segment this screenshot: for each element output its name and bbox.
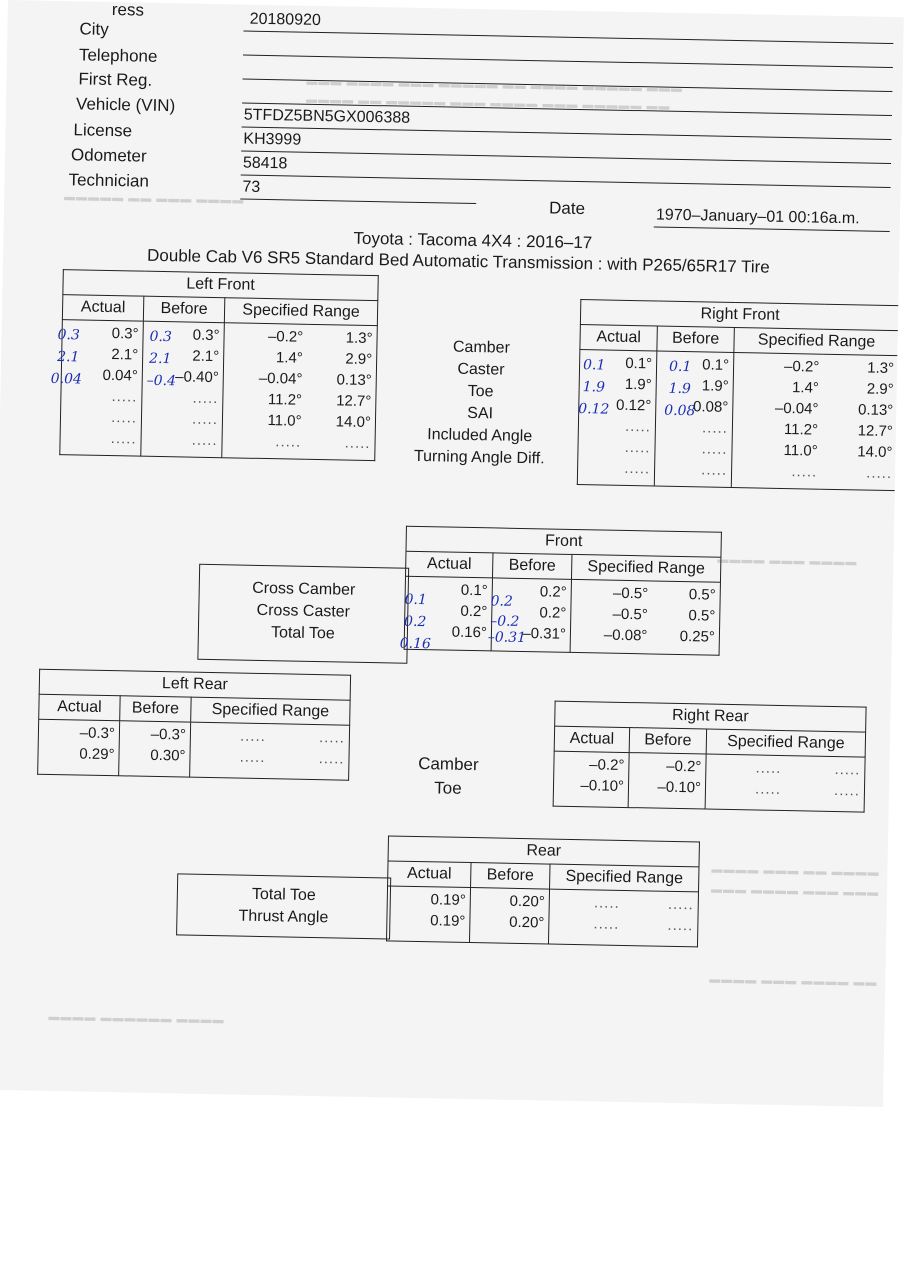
front-max-total-toe: 0.25°: [679, 628, 716, 646]
rear-table: [386, 835, 700, 947]
vin-value: 5TFDZ5BN5GX006388: [243, 106, 411, 127]
rr-min-camber: .....: [755, 759, 782, 777]
lf-max-sai: 12.7°: [335, 392, 372, 411]
rf-actual-camber: 0.1°: [625, 354, 653, 373]
license-value: KH3999: [243, 130, 302, 149]
rr-before-camber: –0.2°: [666, 757, 702, 776]
rear-min-thrust-angle: .....: [593, 915, 620, 933]
vehicle-description: Double Cab V6 SR5 Standard Bed Automatic Transmission : with P265/65R17 Tire: [146, 245, 770, 277]
right-rear-spec-max-cell: [785, 756, 866, 813]
rear-before-cell: [469, 888, 549, 945]
lr-max-toe: .....: [318, 750, 345, 768]
rf-actual-sai: .....: [624, 417, 652, 436]
right-front-spec-min-cell: [731, 352, 823, 489]
rf-max-camber: 1.3°: [867, 359, 895, 378]
label-camber: Camber: [452, 338, 511, 357]
odometer-value: 58418: [242, 154, 288, 173]
technician-label: Technician: [68, 170, 150, 191]
technician-rule: [240, 198, 476, 204]
right-front-before-header: Before: [657, 326, 734, 352]
front-labels-box: [197, 564, 409, 664]
date-value: 1970–January–01 00:16a.m.: [655, 206, 860, 228]
lf-actual-toe: 0.04°: [102, 366, 138, 385]
lf-handwritten-before-caster: 2.1: [148, 350, 172, 368]
front-min-cross-camber: –0.5°: [612, 584, 649, 603]
lr-before-camber: –0.3°: [150, 725, 187, 744]
front-max-cross-camber: 0.5°: [688, 586, 716, 604]
rear-actual-cell: [387, 886, 471, 943]
rf-before-caster: 1.9°: [701, 377, 729, 395]
rf-handwritten-before-camber: 0.1: [668, 358, 692, 376]
front-handwritten-before-1: –0.2: [490, 613, 520, 630]
odometer-rule: [241, 174, 891, 187]
rf-handwritten-actual-toe: 0.12: [578, 401, 610, 418]
label-toe: Toe: [467, 382, 494, 401]
rf-max-toe: 0.13°: [857, 401, 894, 420]
rf-before-camber: 0.1°: [702, 356, 730, 374]
rf-before-toe: 0.08°: [692, 398, 729, 416]
lf-max-camber: 1.3°: [345, 329, 373, 348]
lf-max-included: 14.0°: [335, 413, 372, 432]
right-front-table: [577, 299, 901, 491]
lf-max-caster: 2.9°: [345, 350, 373, 369]
left-front-spec-max-cell: [305, 324, 377, 460]
rf-handwritten-before-toe: 0.08: [664, 402, 696, 420]
vin-rule: [242, 127, 892, 140]
rear-spec-min-cell: [548, 889, 624, 945]
lf-before-sai: .....: [192, 389, 219, 408]
right-rear-actual-header: Actual: [554, 726, 629, 752]
rr-actual-toe: –0.10°: [580, 777, 625, 795]
lf-min-included: 11.0°: [267, 412, 302, 430]
rear-total-labels: [177, 882, 390, 930]
lf-min-camber: –0.2°: [267, 328, 304, 346]
left-rear-before-header: Before: [120, 696, 191, 722]
lf-max-toe: 0.13°: [336, 371, 372, 390]
rf-min-caster: 1.4°: [791, 379, 820, 397]
front-actual-header: Actual: [406, 551, 493, 578]
lr-before-toe: 0.30°: [150, 746, 186, 765]
address-label: ress: [111, 0, 145, 20]
rear-max-thrust-angle: .....: [667, 916, 694, 935]
right-rear-table: [553, 701, 867, 813]
rf-actual-turning: .....: [624, 459, 651, 478]
front-actual-cross-caster: 0.2°: [460, 602, 488, 621]
label-sai: SAI: [467, 404, 494, 423]
telephone-label: Telephone: [78, 45, 158, 66]
label-thrust-angle: Thrust Angle: [238, 907, 329, 927]
front-cross-labels: [199, 577, 408, 647]
lr-max-camber: .....: [318, 729, 346, 747]
lf-min-turning: .....: [275, 433, 302, 451]
rf-actual-toe: 0.12°: [615, 396, 652, 415]
rf-min-included: 11.0°: [783, 441, 818, 460]
lf-actual-included: .....: [110, 409, 138, 427]
rf-before-included: .....: [701, 440, 728, 458]
front-handwritten-before-2: –0.31: [487, 629, 527, 647]
front-measurement-labels: [379, 335, 581, 471]
lf-before-turning: .....: [191, 431, 218, 450]
lf-actual-camber: 0.3°: [111, 325, 139, 343]
rr-max-camber: .....: [834, 761, 861, 779]
lf-min-toe: –0.04°: [258, 369, 303, 388]
right-rear-before-cell: [628, 753, 706, 809]
rf-actual-included: .....: [624, 438, 651, 457]
left-rear-spec-max-cell: [269, 724, 350, 781]
lf-max-turning: .....: [344, 434, 371, 453]
right-front-title: Right Front: [580, 300, 899, 331]
date-label: Date: [548, 198, 586, 219]
lr-min-toe: .....: [239, 748, 266, 767]
front-title: Front: [406, 526, 721, 557]
first-reg-label: First Reg.: [78, 69, 153, 90]
rear-labels-box: [176, 873, 391, 939]
label-total-toe: Total Toe: [270, 624, 335, 643]
address-value: 20180920: [249, 10, 322, 30]
rr-max-toe: .....: [833, 782, 861, 800]
odometer-label: Odometer: [70, 145, 147, 166]
left-front-spec-min-cell: [222, 323, 308, 460]
front-spec-min-cell: [570, 579, 652, 654]
alignment-report-sheet: ▬▬▬ ▬▬▬▬ ▬▬▬ ▬▬▬▬▬ ▬▬ ▬▬▬▬ ▬▬▬▬▬ ▬▬▬ ▬▬▬▬ ▬▬ ▬▬▬▬▬ ▬▬▬ ▬▬▬▬ ▬▬▬ ▬▬▬▬▬ ▬▬ ▬▬▬▬▬ ▬▬ ▬▬▬ ▬▬▬▬ ▬▬▬▬ ▬▬▬ ▬▬▬▬ ▬▬▬▬ ▬▬▬ ▬▬ ▬▬▬▬ ▬▬▬ ▬▬▬▬ ▬▬▬ ▬▬▬ ▬▬▬▬ ▬▬▬ ▬▬▬▬ ▬▬ ▬▬▬▬ ▬▬▬▬▬▬ ▬▬▬▬ ress City Telephone First Reg. Vehicle (VIN) License Odometer Technician 20180920 5TFDZ5BN5GX006388 KH3999 58418 73 Date 1970–January–01 00:16a.m. Toyota : Tacoma 4X4 : 2016–17 Double Cab V6 SR5 Standard Bed Automatic Transmission : with P265/65R17 Tire Left Front Actual Before Specified Range 0.3° 2.1° 0.04° ..... ..... ..... 0.3° 2.1° –0.40° ..... ..... ..... –0.2° 1.4° –0.04° 11.2° 11.0° ..... 1.3° 2.9° 0.13° 12.7° 14.0° ..... 0.3 2.1 0.04 0.3 2.1 –0.4 Camber Caster Toe SAI Included Angle Turning Angle Diff. Right Front Actual Before Specified Range 0.1° 1.9° 0.12° ..... ..... ..... 0.1° 1.9° 0.08° ..... ..... ..... –0.2° 1.4° –0.04° 11.2° 11.0° ..... 1.3° 2.9° 0.13° 12.7° 14.0° ..... 0.1 1.9 0.12 0.1 1.9 0.08 Cross Camber Cross Caster Total Toe Front Actual Before Specified Range 0.1° 0.2° 0.16° 0.2° 0.2° –0.31° –0.5° –0.5° –0.08° 0.5° 0.5° 0.25° 0.1 0.2 0.16 0.2 –0.2 –0.31 Left Rear Actual Before Specified Range –0.3° 0.29° –0.3° 0.30° ..... ..... ..... ..... Camber Toe Right Rear Actual Before Specified Range –0.2° –0.10° –0.2° –0.10° ..... ..... ..... ..... Total Toe Thrust Angle Rear Actual Before Specified Range 0.19° 0.19° 0.20° 0.20° ..... ..... ..... .....: [0, 0, 904, 1107]
front-before-cross-camber: 0.2°: [539, 583, 567, 601]
lf-actual-caster: 2.1°: [111, 346, 139, 364]
label-cross-camber: Cross Camber: [252, 579, 356, 599]
rear-measurement-labels: [363, 751, 534, 802]
front-before-cross-caster: 0.2°: [539, 604, 567, 622]
left-rear-table: [37, 669, 351, 781]
left-rear-actual-header: Actual: [39, 694, 120, 721]
rf-min-camber: –0.2°: [783, 357, 820, 376]
lf-before-included: .....: [191, 410, 219, 429]
rear-max-total-toe: .....: [667, 895, 694, 914]
front-before-header: Before: [492, 553, 571, 580]
rear-actual-total-toe: 0.19°: [430, 891, 466, 909]
front-actual-cross-camber: 0.1°: [460, 581, 488, 600]
rr-min-toe: .....: [754, 780, 782, 798]
lf-before-camber: 0.3°: [192, 326, 220, 345]
left-front-title: Left Front: [63, 270, 378, 301]
label-rear-toe: Toe: [434, 778, 462, 798]
left-front-spec-header: Specified Range: [224, 298, 377, 326]
lf-handwritten-actual-toe: 0.04: [50, 370, 83, 388]
front-spec-header: Specified Range: [571, 554, 720, 582]
rf-max-turning: .....: [866, 464, 893, 483]
right-front-spec-header: Specified Range: [734, 328, 899, 356]
lr-min-camber: .....: [239, 727, 267, 746]
left-front-table: [59, 269, 379, 461]
front-max-cross-caster: 0.5°: [688, 607, 716, 625]
license-rule: [241, 151, 891, 164]
left-rear-title: Left Rear: [39, 669, 350, 700]
lf-before-toe: –0.40°: [175, 368, 219, 387]
label-included-angle: Included Angle: [427, 426, 533, 446]
rear-title: Rear: [388, 836, 699, 867]
rf-before-turning: .....: [701, 461, 728, 479]
address-rule: [243, 31, 893, 44]
rear-before-header: Before: [471, 863, 550, 890]
front-spec-max-cell: [651, 581, 720, 655]
front-handwritten-before-0: 0.2: [490, 593, 513, 610]
left-rear-actual-cell: [38, 719, 120, 776]
rear-spec-header: Specified Range: [550, 864, 699, 892]
lf-handwritten-actual-caster: 2.1: [57, 349, 80, 366]
right-rear-actual-cell: [553, 751, 629, 807]
city-label: City: [79, 19, 109, 39]
lf-min-caster: 1.4°: [275, 349, 303, 367]
rf-handwritten-actual-camber: 0.1: [582, 357, 606, 374]
rear-actual-header: Actual: [388, 861, 471, 888]
lf-handwritten-before-toe: –0.4: [146, 372, 177, 390]
label-cross-caster: Cross Caster: [256, 601, 351, 621]
rf-actual-caster: 1.9°: [624, 375, 652, 394]
front-before-total-toe: –0.31°: [522, 624, 567, 643]
lf-actual-turning: .....: [110, 430, 137, 448]
rear-actual-thrust-angle: 0.19°: [430, 912, 466, 930]
vin-label: Vehicle (VIN): [75, 94, 176, 116]
label-rear-camber: Camber: [418, 754, 479, 775]
lr-actual-toe: 0.29°: [79, 745, 115, 764]
front-table: [404, 526, 722, 656]
front-handwritten-actual-1: 0.2: [403, 613, 427, 631]
right-rear-spec-min-cell: [705, 754, 786, 811]
right-rear-before-header: Before: [629, 728, 706, 754]
front-min-cross-caster: –0.5°: [612, 605, 648, 624]
front-handwritten-actual-0: 0.1: [404, 591, 427, 609]
lr-actual-camber: –0.3°: [79, 724, 116, 743]
rf-handwritten-actual-caster: 1.9: [582, 379, 606, 396]
lf-handwritten-actual-camber: 0.3: [57, 327, 80, 344]
label-rear-total-toe: Total Toe: [251, 885, 316, 905]
lf-min-sai: 11.2°: [267, 391, 303, 409]
right-front-spec-max-cell: [821, 354, 899, 490]
lf-before-caster: 2.1°: [192, 347, 220, 366]
left-rear-before-cell: [119, 721, 191, 777]
lf-handwritten-before-camber: 0.3: [149, 328, 172, 346]
city-rule: [243, 55, 893, 68]
rf-max-sai: 12.7°: [857, 422, 894, 441]
left-rear-spec-min-cell: [190, 722, 271, 779]
right-front-actual-header: Actual: [580, 325, 657, 351]
rf-min-toe: –0.04°: [774, 399, 819, 418]
rr-actual-camber: –0.2°: [589, 756, 625, 774]
rf-before-sai: .....: [701, 419, 729, 437]
label-caster: Caster: [457, 360, 505, 379]
lf-actual-sai: .....: [111, 388, 138, 406]
rf-handwritten-before-caster: 1.9: [668, 380, 692, 398]
license-label: License: [73, 120, 133, 141]
rf-min-sai: 11.2°: [783, 420, 819, 439]
rear-min-total-toe: .....: [593, 894, 620, 912]
front-min-total-toe: –0.08°: [603, 626, 648, 645]
rear-before-total-toe: 0.20°: [509, 892, 545, 911]
right-rear-title: Right Rear: [555, 701, 866, 732]
rr-before-toe: –0.10°: [657, 778, 702, 797]
label-turning-angle-diff: Turning Angle Diff.: [413, 447, 545, 468]
left-rear-spec-header: Specified Range: [191, 697, 350, 725]
left-front-actual-header: Actual: [62, 295, 143, 322]
left-front-before-header: Before: [143, 296, 224, 323]
vehicle-model: Toyota : Tacoma 4X4 : 2016–17: [353, 228, 593, 253]
rf-max-caster: 2.9°: [866, 380, 894, 399]
rear-before-thrust-angle: 0.20°: [509, 913, 545, 932]
technician-value: 73: [242, 178, 261, 196]
right-rear-spec-header: Specified Range: [706, 729, 865, 757]
front-actual-total-toe: 0.16°: [451, 623, 488, 642]
rf-max-included: 14.0°: [857, 443, 893, 462]
front-handwritten-actual-2: 0.16: [399, 635, 432, 653]
rf-min-turning: .....: [791, 463, 818, 481]
rear-spec-max-cell: [623, 890, 699, 946]
